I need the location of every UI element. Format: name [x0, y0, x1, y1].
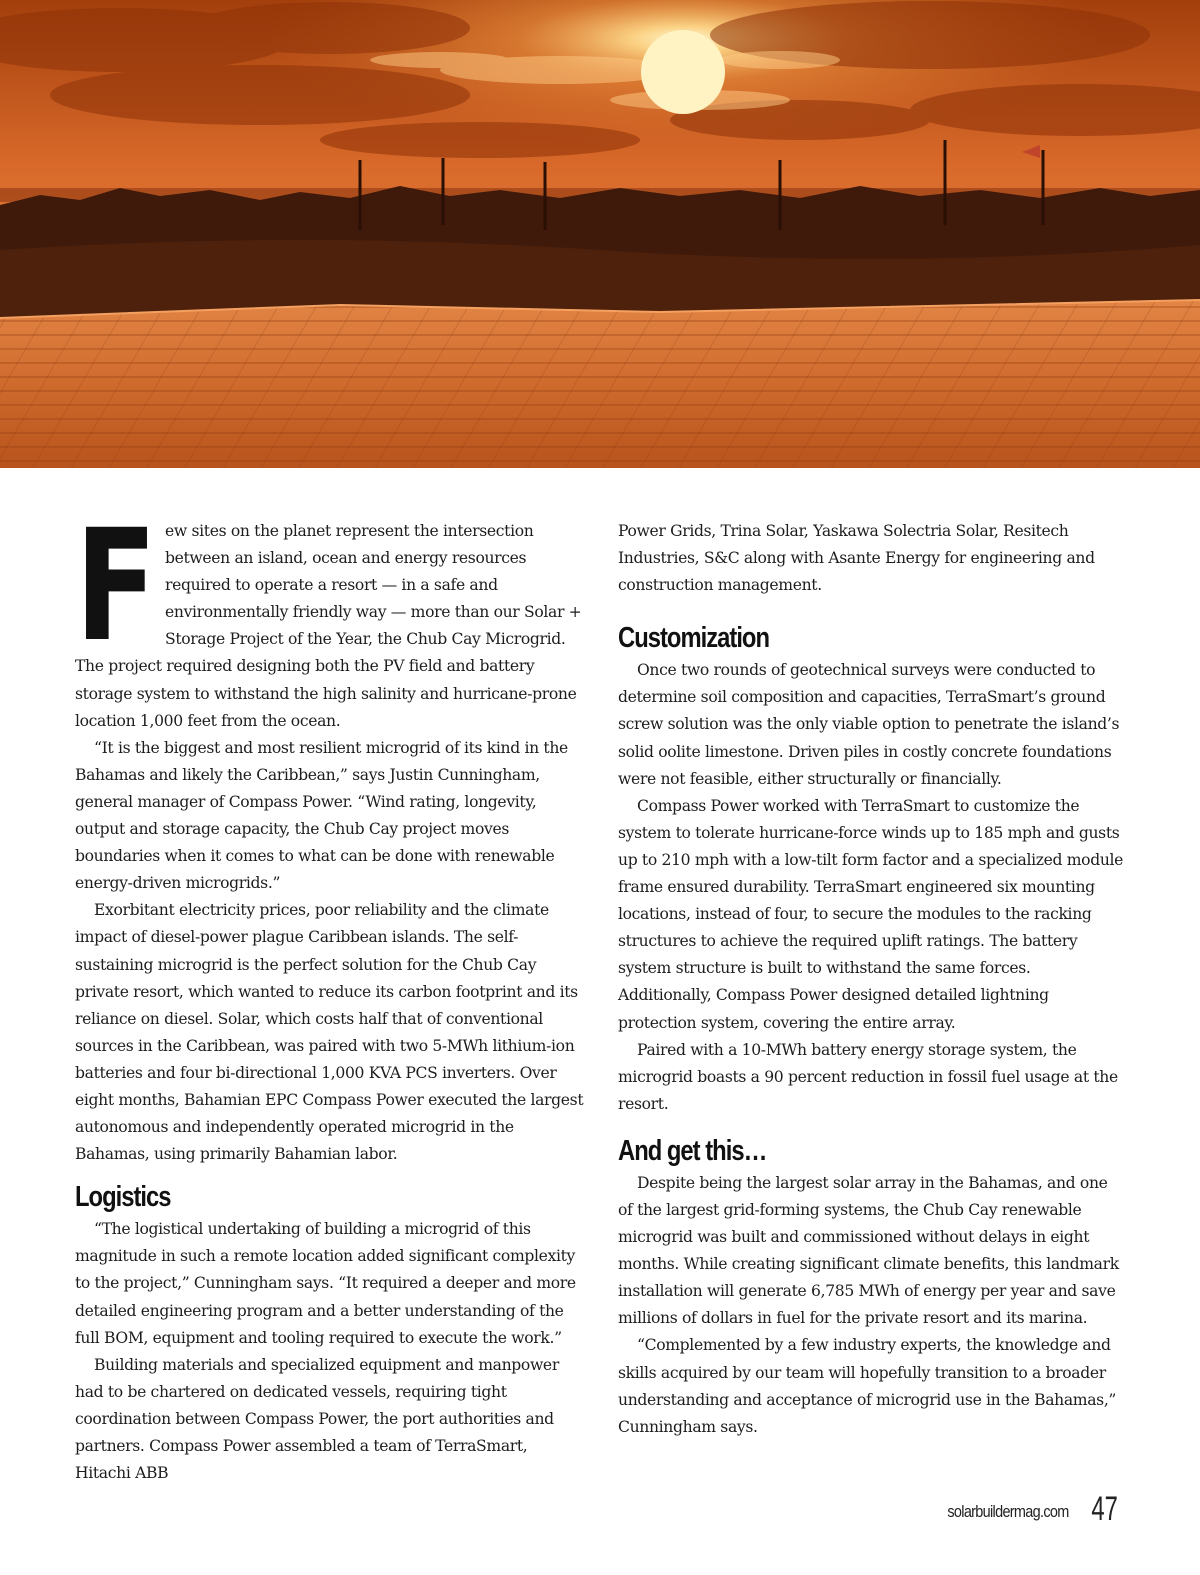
article-column-right: [618, 518, 1126, 1441]
article-column-left: [75, 497, 585, 1487]
body-paragraph: “Complemented by a few industry experts, the knowledge and skills acquired by our team will hopefully transition to a broader understanding and acceptance of microgrid use in the Bahamas,” Cunningham says.: [618, 1336, 1117, 1436]
section-heading-logistics: Logistics: [75, 1181, 171, 1214]
body-paragraph: Paired with a 10-MWh battery energy storage system, the microgrid boasts a 90 percent reduction in fossil fuel usage at the resort.: [618, 1040, 1118, 1113]
footer-website: solarbuildermag.com: [946, 1502, 1069, 1521]
body-paragraph: Despite being the largest solar array in the Bahamas, and one of the largest grid-forming systems, the Chub Cay renewable microgrid was built and commissioned without delays in eight months. While creating significant climate benefits, this landmark installation will generate 6,785 MWh of energy per year and save millions of dollars in fuel for the private resort and its marina.: [618, 1173, 1119, 1328]
intro-paragraph-text: ew sites on the planet represent the intersection between an island, ocean and energy resources required to operate a resort — in a safe and environmentally friendly way — more than our Solar + Storage Project of the Year, the Chub Cay Microgrid. The project required designing both the PV field and battery storage system to withstand the high salinity and hurricane-prone location 1,000 feet from the ocean.: [75, 522, 582, 730]
body-paragraph: Once two rounds of geotechnical surveys were conducted to determine soil composition and capacities, TerraSmart’s ground screw solution was the only viable option to penetrate the island’s solid oolite limestone. Driven piles in costly concrete foundations were not feasible, either structurally or financially.: [618, 661, 1120, 788]
page-number: 47: [1091, 1490, 1118, 1528]
sun: [641, 30, 725, 114]
body-paragraph-continued: Power Grids, Trina Solar, Yaskawa Solectria Solar, Resitech Industries, S&C along with Asante Energy for engineering and construction management.: [618, 522, 1095, 595]
body-paragraph: Exorbitant electricity prices, poor reliability and the climate impact of diesel-power plague Caribbean islands. The self-sustaining microgrid is the perfect solution for the Chub Cay private resort, which wanted to reduce its carbon footprint and its reliance on diesel. Solar, which costs half that of conventional sources in the Caribbean, was paired with two 5-MWh lithium-ion batteries and four bi-directional 1,000 KVA PCS inverters. Over eight months, Bahamian EPC Compass Power executed the largest autonomous and independently operated microgrid in the Bahamas, using primarily Bahamian labor.: [75, 901, 584, 1164]
intro-paragraph: [75, 497, 585, 735]
body-paragraph: Compass Power worked with TerraSmart to customize the system to tolerate hurricane-force winds up to 185 mph and gusts up to 210 mph with a low-tilt form factor and a specialized module frame ensured durability. TerraSmart engineered six mounting locations, instead of four, to secure the modules to the racking structures to achieve the required uplift ratings. The battery system structure is built to withstand the same forces. Additionally, Compass Power designed detailed lightning protection system, covering the entire array.: [618, 796, 1124, 1032]
section-heading-customization: Customization: [618, 622, 770, 655]
drop-cap: F: [75, 497, 157, 676]
body-paragraph: Building materials and specialized equipment and manpower had to be chartered on dedicated vessels, requiring tight coordination between Compass Power, the port authorities and partners. Compass Power assembled a team of TerraSmart, Hitachi ABB: [75, 1355, 559, 1483]
page-footer: [926, 1492, 1118, 1526]
section-heading-and-get-this: And get this…: [618, 1134, 767, 1167]
body-paragraph: “It is the biggest and most resilient microgrid of its kind in the Bahamas and likely the Caribbean,” says Justin Cunningham, general manager of Compass Power. “Wind rating, longevity, output and storage capacity, the Chub Cay project moves boundaries when it comes to what can be done with renewable energy-driven microgrids.”: [75, 738, 568, 893]
body-paragraph: “The logistical undertaking of building a microgrid of this magnitude in such a remote location added significant complexity to the project,” Cunningham says. “It required a deeper and more detailed engineering program and a better understanding of the full BOM, equipment and tooling required to execute the work.”: [75, 1220, 576, 1347]
hero-photo: [0, 0, 1200, 468]
